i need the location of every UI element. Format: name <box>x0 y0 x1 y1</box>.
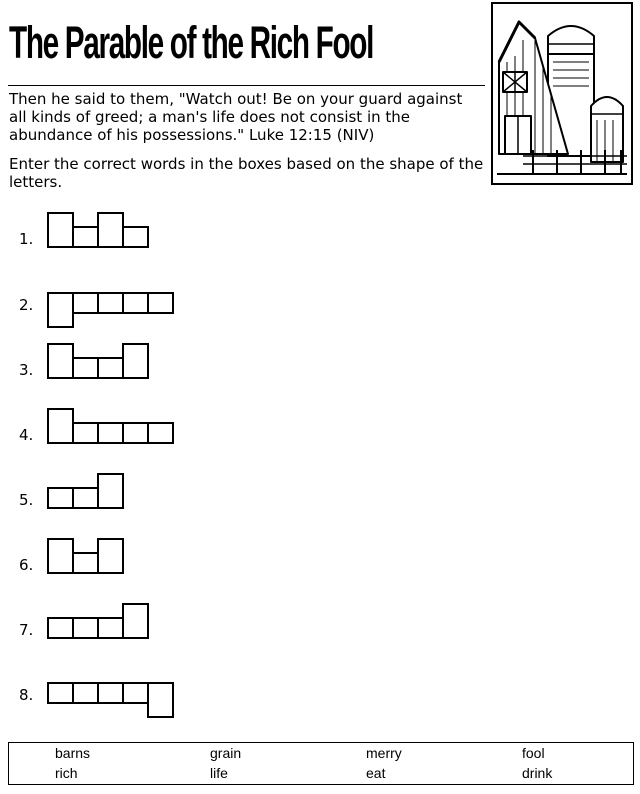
letter-box-short[interactable] <box>47 682 74 704</box>
letter-box-short[interactable] <box>147 422 174 444</box>
letter-box-short[interactable] <box>97 422 124 444</box>
question-number: 2. <box>19 296 34 314</box>
word-bank-item: life <box>210 765 228 781</box>
letter-box-tall[interactable] <box>47 538 74 574</box>
question-number: 5. <box>19 491 34 509</box>
letter-box-short[interactable] <box>97 292 124 314</box>
letter-box-short[interactable] <box>97 682 124 704</box>
question-number: 6. <box>19 556 34 574</box>
word-bank <box>8 742 634 785</box>
letter-box-short[interactable] <box>72 617 99 639</box>
letter-box-short[interactable] <box>122 422 149 444</box>
word-bank-item: fool <box>522 745 545 761</box>
letter-box-short[interactable] <box>47 617 74 639</box>
letter-box-short[interactable] <box>122 682 149 704</box>
question-number: 7. <box>19 621 34 639</box>
letter-box-short[interactable] <box>72 487 99 509</box>
letter-box-descender[interactable] <box>147 682 174 718</box>
question-number: 8. <box>19 686 34 704</box>
letter-box-tall[interactable] <box>47 343 74 379</box>
letter-box-tall[interactable] <box>97 538 124 574</box>
letter-box-tall[interactable] <box>47 212 74 248</box>
word-bank-item: drink <box>522 765 553 781</box>
letter-box-short[interactable] <box>97 357 124 379</box>
letter-box-short[interactable] <box>122 292 149 314</box>
letter-box-tall[interactable] <box>47 408 74 444</box>
word-bank-item: merry <box>366 745 402 761</box>
letter-box-tall[interactable] <box>97 473 124 509</box>
letter-box-short[interactable] <box>47 487 74 509</box>
word-bank-item: grain <box>210 745 242 761</box>
letter-box-tall[interactable] <box>122 603 149 639</box>
letter-box-short[interactable] <box>72 292 99 314</box>
word-bank-item: barns <box>55 745 91 761</box>
letter-box-short[interactable] <box>72 226 99 248</box>
letter-box-short[interactable] <box>97 617 124 639</box>
letter-box-tall[interactable] <box>122 343 149 379</box>
letter-box-short[interactable] <box>147 292 174 314</box>
scripture-verse: Then he said to them, "Watch out! Be on your guard against all kinds of greed; a man's life does not consist in the abundance of his possessions." Luke 12:15 (NIV) <box>9 90 463 144</box>
letter-box-tall[interactable] <box>97 212 124 248</box>
question-number: 4. <box>19 426 34 444</box>
question-number: 1. <box>19 230 34 248</box>
letter-box-short[interactable] <box>122 226 149 248</box>
letter-box-short[interactable] <box>72 552 99 574</box>
letter-box-short[interactable] <box>72 682 99 704</box>
letter-box-descender[interactable] <box>47 292 74 328</box>
word-bank-item: rich <box>55 765 78 781</box>
letter-box-short[interactable] <box>72 422 99 444</box>
letter-box-short[interactable] <box>72 357 99 379</box>
question-number: 3. <box>19 361 34 379</box>
page-title: The Parable of the Rich Fool <box>9 17 374 68</box>
instructions-text: Enter the correct words in the boxes based on the shape of the letters. <box>9 155 484 191</box>
word-bank-item: eat <box>366 765 386 781</box>
